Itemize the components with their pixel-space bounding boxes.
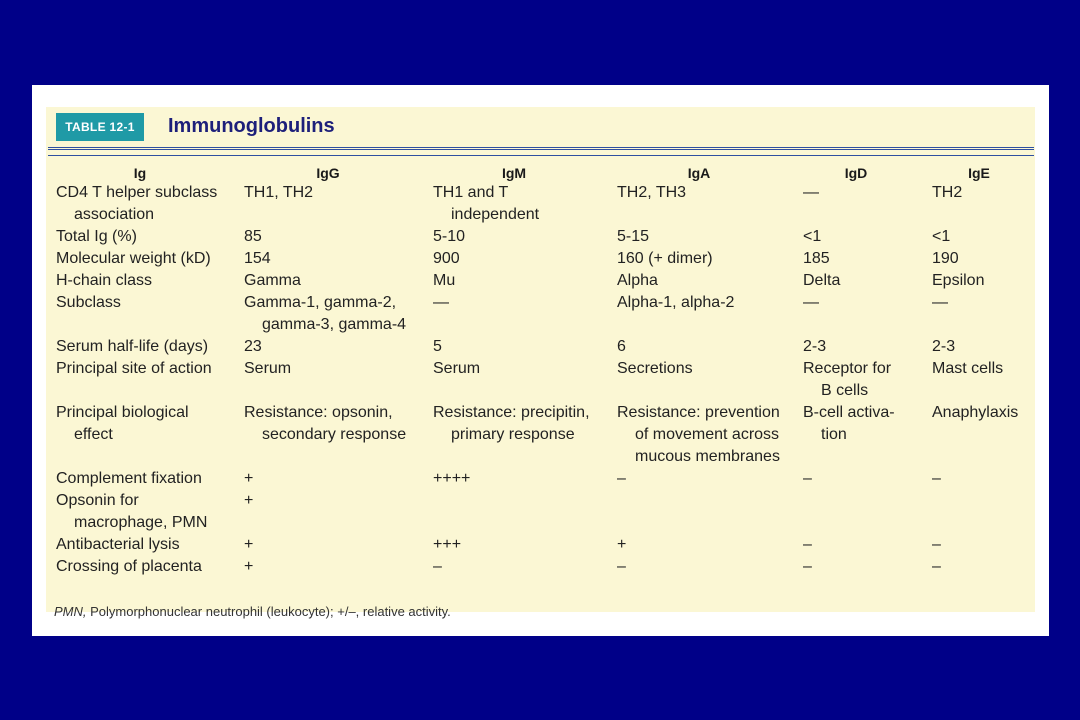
table-cell: + [244, 536, 254, 553]
table-cell: + [244, 492, 254, 509]
table-cell: – [617, 558, 626, 575]
table-cell: 185 [803, 250, 830, 267]
table-cell: — [803, 184, 819, 201]
column-header: IgA [687, 165, 711, 181]
table-cell: Serum [433, 360, 481, 377]
table-cell: Gamma [244, 272, 301, 289]
column-header: IgM [501, 165, 527, 181]
table-cell: Resistance: precipitin, [433, 404, 590, 421]
table-cell: Secretions [617, 360, 693, 377]
table-cell: 6 [617, 338, 626, 355]
table-cell: – [932, 470, 941, 487]
table-cell: independent [451, 206, 540, 223]
column-header: IgE [968, 165, 990, 181]
table-cell: of movement across [635, 426, 780, 443]
table-cell: TH2 [932, 184, 963, 201]
row-label: CD4 T helper subclass [56, 184, 218, 201]
row-label: macrophage, PMN [74, 514, 208, 531]
table-number-badge: TABLE 12-1 [56, 113, 144, 141]
row-label: Crossing of placenta [56, 558, 202, 575]
row-label: H-chain class [56, 272, 153, 289]
row-label: Serum half-life (days) [56, 338, 209, 355]
table-cell: – [932, 536, 941, 553]
table-cell: Receptor for [803, 360, 892, 377]
table-cell: 23 [244, 338, 262, 355]
table-cell: B-cell activa- [803, 404, 895, 421]
table-cell: Serum [244, 360, 292, 377]
table-cell: + [244, 470, 254, 487]
table-cell: ++++ [433, 470, 471, 487]
table-cell: Gamma-1, gamma-2, [244, 294, 397, 311]
table-cell: Epsilon [932, 272, 985, 289]
table-cell: <1 [803, 228, 822, 245]
table-cell: mucous membranes [635, 448, 780, 465]
table-cell: <1 [932, 228, 951, 245]
table-cell: + [617, 536, 627, 553]
table-cell: Resistance: prevention [617, 404, 780, 421]
table-cell: — [433, 294, 449, 311]
table-cell: B cells [821, 382, 869, 399]
table-cell: TH1 and T [433, 184, 509, 201]
header-rule-thin [48, 155, 1034, 156]
column-header: IgD [844, 165, 868, 181]
table-cell: — [932, 294, 948, 311]
table-cell: 85 [244, 228, 262, 245]
table-cell: 160 (+ dimer) [617, 250, 713, 267]
table-cell: 190 [932, 250, 959, 267]
table-cell: primary response [451, 426, 575, 443]
table-cell: Resistance: opsonin, [244, 404, 393, 421]
table-cell: – [932, 558, 941, 575]
row-label: Molecular weight (kD) [56, 250, 211, 267]
table-cell: gamma-3, gamma-4 [262, 316, 407, 333]
table-cell: – [803, 558, 812, 575]
table-cell: 154 [244, 250, 271, 267]
table-footnote [54, 604, 451, 619]
row-label: Principal site of action [56, 360, 212, 377]
table-cell: tion [821, 426, 847, 443]
row-label: Complement fixation [56, 470, 202, 487]
table-cell: – [433, 558, 442, 575]
row-label: Subclass [56, 294, 121, 311]
table-title: Immunoglobulins [168, 115, 335, 137]
row-label: Opsonin for [56, 492, 139, 509]
table-cell: Alpha [617, 272, 658, 289]
table-cell: + [244, 558, 254, 575]
table-cell: +++ [433, 536, 462, 553]
table-cell: 900 [433, 250, 460, 267]
column-header: Ig [133, 165, 147, 181]
table-cell: – [617, 470, 626, 487]
table-cell: TH1, TH2 [244, 184, 314, 201]
table-cell: secondary response [262, 426, 407, 443]
table-cell: Mu [433, 272, 456, 289]
row-label: Antibacterial lysis [56, 536, 180, 553]
row-label: effect [74, 426, 113, 443]
column-header: IgG [316, 165, 340, 181]
table-cell: 5-15 [617, 228, 650, 245]
table-cell: Mast cells [932, 360, 1004, 377]
table-cell: TH2, TH3 [617, 184, 687, 201]
footnote-abbrev: PMN, [54, 604, 87, 619]
table-cell: 2-3 [932, 338, 956, 355]
row-label: association [74, 206, 155, 223]
row-label: Principal biological [56, 404, 189, 421]
table-cell: – [803, 536, 812, 553]
table-cell: Alpha-1, alpha-2 [617, 294, 735, 311]
footnote-text: Polymorphonuclear neutrophil (leukocyte); +/–, relative activity. [86, 604, 451, 619]
table-cell: 2-3 [803, 338, 827, 355]
table-cell: 5 [433, 338, 442, 355]
table-cell: Anaphylaxis [932, 404, 1019, 421]
table-cell: Delta [803, 272, 841, 289]
header-rule [48, 147, 1034, 150]
table-cell: – [803, 470, 812, 487]
table-cell: — [803, 294, 819, 311]
table-cell: 5-10 [433, 228, 466, 245]
row-label: Total Ig (%) [56, 228, 137, 245]
